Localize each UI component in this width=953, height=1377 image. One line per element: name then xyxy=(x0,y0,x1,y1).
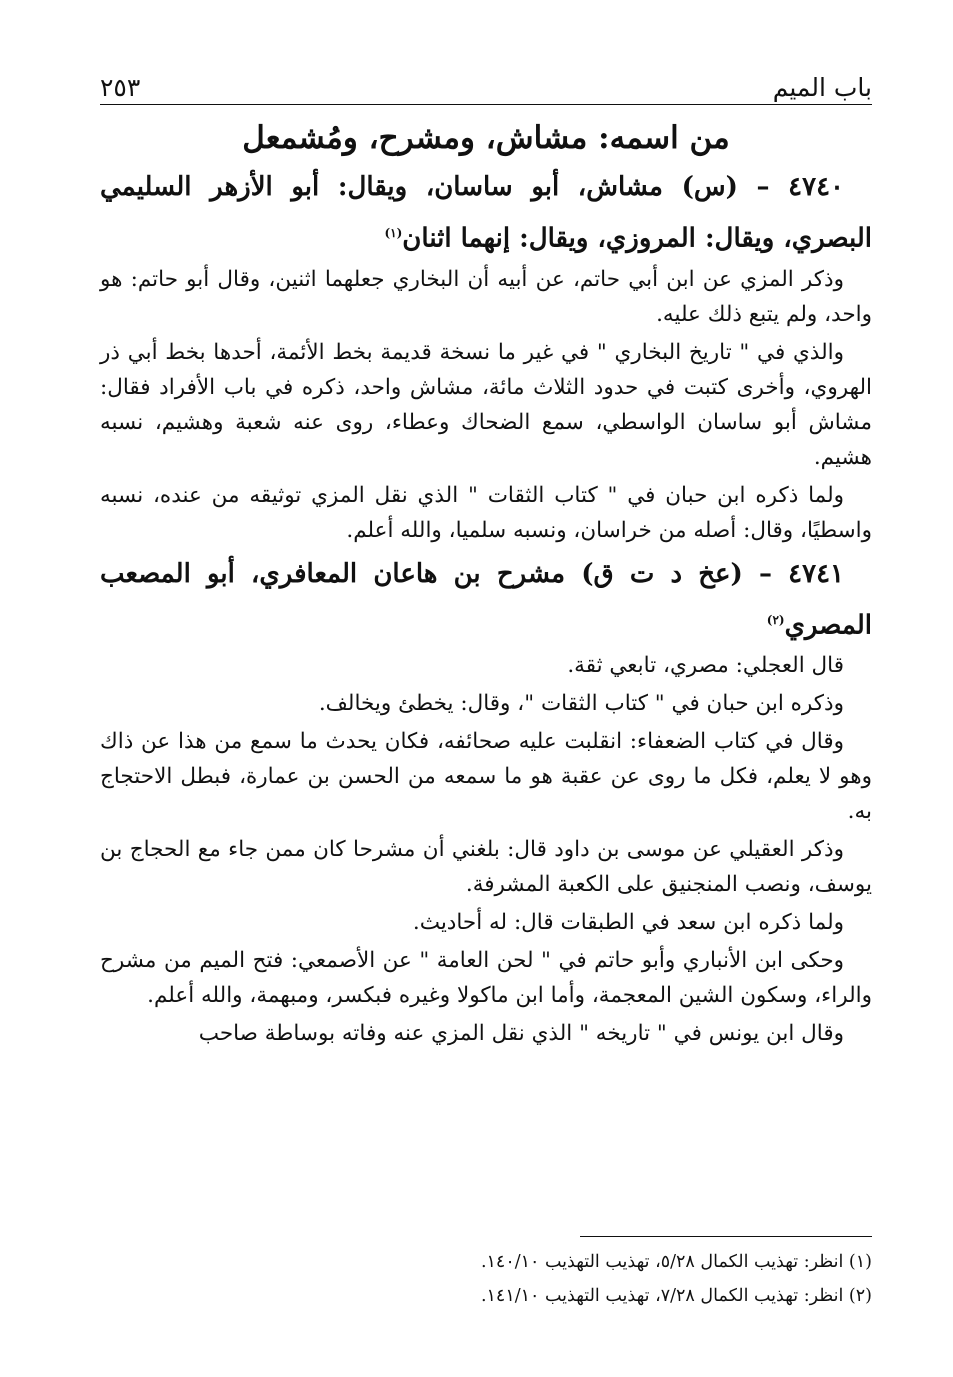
footnote-ref: (٢) xyxy=(766,612,785,627)
page-body xyxy=(100,112,872,1054)
paragraph: وذكره ابن حبان في " كتاب الثقات "، وقال: يخطئ ويخالف. xyxy=(318,691,844,717)
entry-4741 xyxy=(100,551,872,1052)
header-rule xyxy=(100,104,872,105)
page-header xyxy=(100,62,872,102)
paragraph: وقال في كتاب الضعفاء: انقلبت عليه صحائفه، فكان يحدث ما سمع من هذا عن ذاك وهو لا يعلم، فكل ما روى عن عقبة هو ما سمعه من الحسن بن عمارة، فبطل الاحتجاج به. xyxy=(100,729,872,825)
section-title: من اسمه: مشاش، ومشرح، ومُشمعل xyxy=(242,120,730,156)
entry-heading: ٤٧٤١ – (عخ د ت ق) مشرح بن هاعان المعافري، أبو المصعب المصري$^{(٢)}$ xyxy=(100,558,872,641)
paragraph: وقال ابن يونس في " تاريخه " الذي نقل المزي عنه وفاته بوساطة صاحب xyxy=(198,1021,844,1047)
entry-heading: ٤٧٤٠ – (س) مشاش، أبو ساسان، ويقال: أبو الأزهر السليمي البصري، ويقال: المروزي، ويقال: إنهما اثنان$^{(١)}$ xyxy=(100,172,872,254)
paragraph: وذكر العقيلي عن موسى بن داود قال: بلغني أن مشرحا كان ممن جاء مع الحجاج بن يوسف، ونصب المنجنيق على الكعبة المشرفة. xyxy=(100,837,872,898)
paragraph: والذي في " تاريخ البخاري " في غير ما نسخة قديمة بخط الأئمة، أحدها بخط أبي ذر الهروي، وأخرى كتبت في حدود الثلاث مائة، مشاش واحد، ذكره في باب الأفراد فقال: مشاش أبو ساسان الواسطي، سمع الضحاك وعطاء، روى عنه شعبة وهشيم، نسبه هشيم. xyxy=(100,339,872,470)
footnote-rule xyxy=(580,1236,872,1237)
chapter-title: باب الميم xyxy=(772,73,872,102)
paragraph: وحكى ابن الأنباري وأبو حاتم في " لحن العامة " عن الأصمعي: فتح الميم من مشرح والراء، وسكون الشين المعجمة، وأما ابن ماكولا وغيره فبكسر، ومبهمة، والله أعلم. xyxy=(100,948,872,1009)
paragraph: ولما ذكره ابن حبان في " كتاب الثقات " الذي نقل المزي توثيقه من عنده، نسبه واسطيًا، وقال: أصله من خراسان، ونسبه سلميا، والله أعلم. xyxy=(100,482,872,543)
entry-4740 xyxy=(100,164,872,548)
paragraph: وذكر المزي عن ابن أبي حاتم، عن أبيه أن البخاري جعلهما اثنين، وقال أبو حاتم: هو واحد، ولم يتبع ذلك عليه. xyxy=(100,266,872,327)
paragraph: ولما ذكره ابن سعد في الطبقات قال: له أحاديث. xyxy=(412,910,844,936)
footnotes xyxy=(100,1245,872,1313)
page-number: ٢٥٣ xyxy=(100,73,141,102)
footnote: (١) انظر: تهذيب الكمال ٥/٢٨، تهذيب التهذيب ١٤٠/١٠. xyxy=(480,1252,872,1272)
footnote: (٢) انظر: تهذيب الكمال ٧/٢٨، تهذيب التهذيب ١٤١/١٠. xyxy=(480,1286,872,1306)
paragraph: قال العجلي: مصري، تابعي ثقة. xyxy=(567,653,844,679)
footnote-ref: (١) xyxy=(384,226,403,240)
